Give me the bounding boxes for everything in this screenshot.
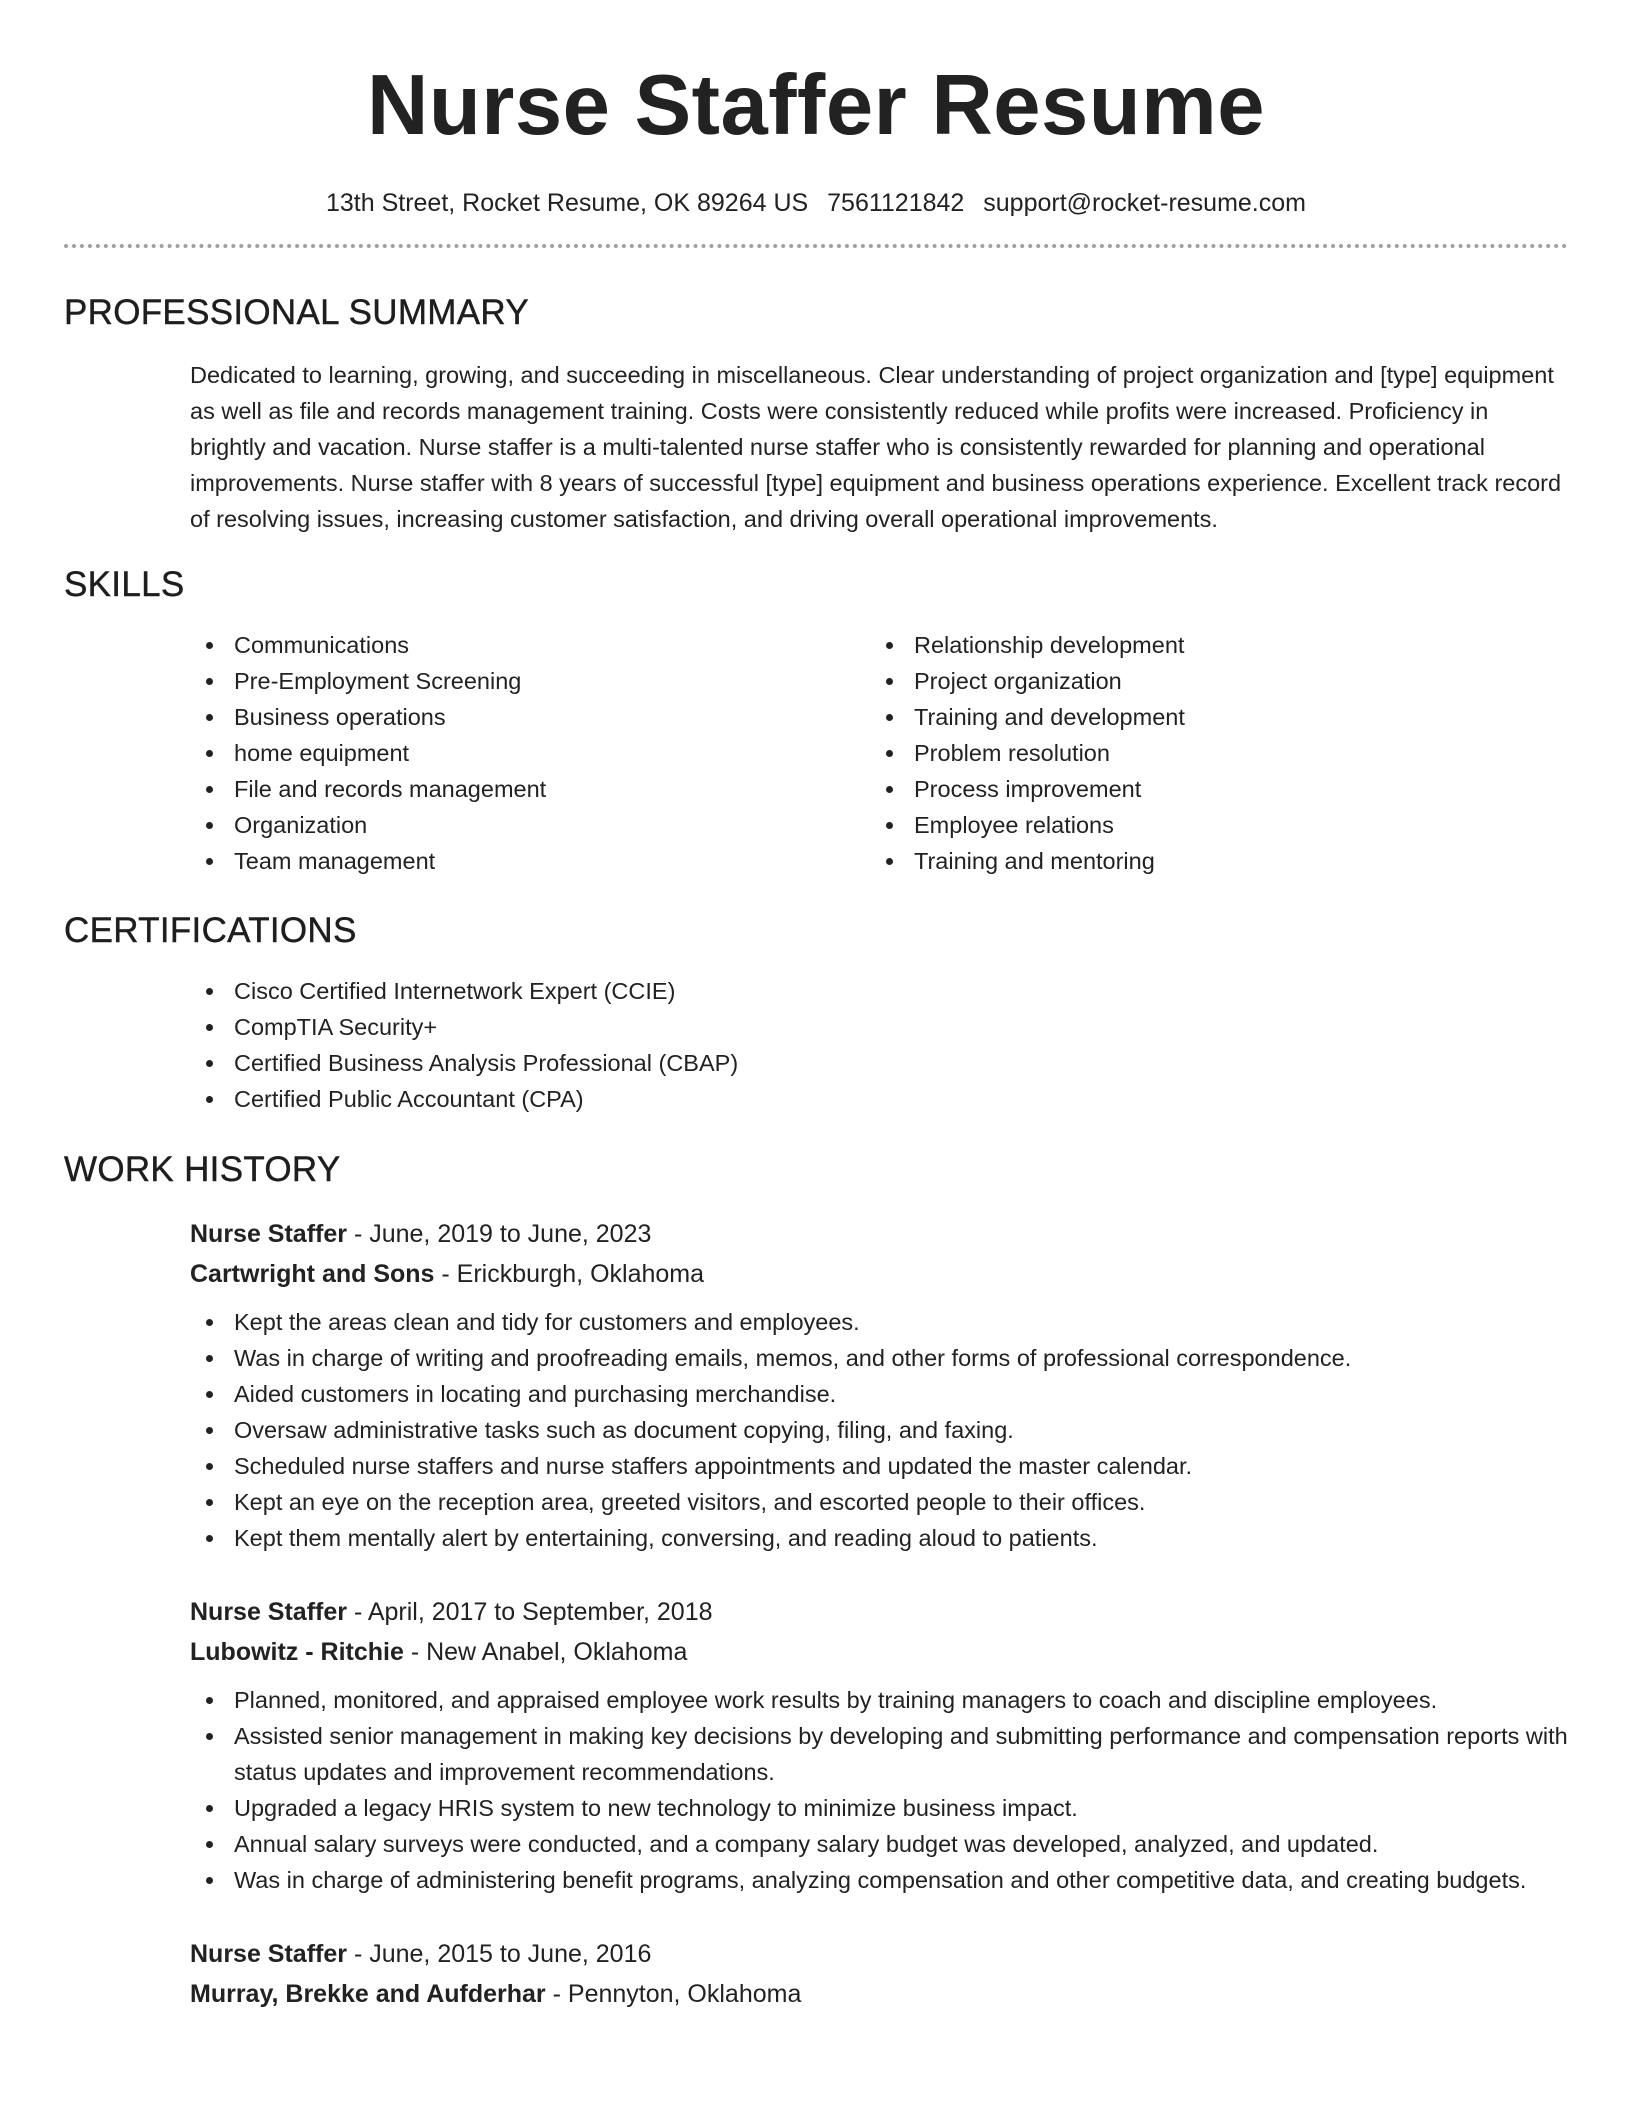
skill-item: home equipment xyxy=(190,735,870,771)
job-dates: - June, 2015 to June, 2016 xyxy=(347,1940,652,1968)
section-professional-summary xyxy=(64,293,1568,537)
certification-item: Certified Business Analysis Professional (CBAP) xyxy=(190,1045,1568,1081)
job-company-line xyxy=(190,1974,1568,2014)
job-role: Nurse Staffer xyxy=(190,1598,347,1626)
summary-text: Dedicated to learning, growing, and succeeding in miscellaneous. Clear understanding of project organization and [type] equipment as well as file and records management training. Costs were consistently reduced while profits were increased. Proficiency in brightly and vacation. Nurse staffer is a multi-talented nurse staffer who is consistently rewarded for planning and operational improvements. Nurse staffer with 8 years of successful [type] equipment and business operations experience. Excellent track record of resolving issues, increasing customer satisfaction, and driving overall operational improvements. xyxy=(190,362,1562,532)
job-entry xyxy=(190,1214,1568,1556)
job-title-line xyxy=(190,1592,1568,1632)
certification-item: CompTIA Security+ xyxy=(190,1009,1568,1045)
contact-phone: 7561121842 xyxy=(827,189,965,217)
skills-list-left xyxy=(190,627,870,879)
job-title-line xyxy=(190,1214,1568,1254)
header-divider xyxy=(64,244,1568,248)
skill-item: Process improvement xyxy=(870,771,1550,807)
skills-grid xyxy=(190,627,1568,879)
job-company: Murray, Brekke and Aufderhar xyxy=(190,1980,546,2008)
job-entry xyxy=(190,1592,1568,1898)
certification-item: Certified Public Accountant (CPA) xyxy=(190,1081,1568,1117)
section-heading: CERTIFICATIONS xyxy=(64,911,357,950)
job-duty-item: Upgraded a legacy HRIS system to new technology to minimize business impact. xyxy=(190,1790,1568,1826)
contact-info xyxy=(64,188,1568,218)
skill-item: Team management xyxy=(190,843,870,879)
job-duty-item: Kept an eye on the reception area, greeted visitors, and escorted people to their offices. xyxy=(190,1484,1568,1520)
section-heading: SKILLS xyxy=(64,565,185,604)
skill-item: Organization xyxy=(190,807,870,843)
skill-item: Training and development xyxy=(870,699,1550,735)
section-skills xyxy=(64,565,1568,879)
job-duty-item: Scheduled nurse staffers and nurse staffers appointments and updated the master calendar. xyxy=(190,1448,1568,1484)
job-duty-item: Was in charge of writing and proofreading emails, memos, and other forms of professional correspondence. xyxy=(190,1340,1568,1376)
job-duties-list xyxy=(190,1682,1568,1898)
jobs-container xyxy=(190,1214,1568,2014)
job-duty-item: Kept them mentally alert by entertaining, conversing, and reading aloud to patients. xyxy=(190,1520,1568,1556)
certifications-list xyxy=(190,973,1568,1117)
job-company-line xyxy=(190,1632,1568,1672)
job-duty-item: Planned, monitored, and appraised employee work results by training managers to coach and discipline employees. xyxy=(190,1682,1568,1718)
job-dates: - April, 2017 to September, 2018 xyxy=(347,1598,713,1626)
job-role: Nurse Staffer xyxy=(190,1940,347,1968)
skill-item: Business operations xyxy=(190,699,870,735)
certification-item: Cisco Certified Internetwork Expert (CCIE) xyxy=(190,973,1568,1009)
resume-page xyxy=(64,0,1568,2014)
skill-item: Pre-Employment Screening xyxy=(190,663,870,699)
contact-email: support@rocket-resume.com xyxy=(983,189,1306,217)
job-duty-item: Was in charge of administering benefit programs, analyzing compensation and other competitive data, and creating budgets. xyxy=(190,1862,1568,1898)
job-location: - Erickburgh, Oklahoma xyxy=(434,1260,705,1288)
section-heading: WORK HISTORY xyxy=(64,1150,341,1189)
job-company: Cartwright and Sons xyxy=(190,1260,435,1288)
job-location: - Pennyton, Oklahoma xyxy=(545,1980,802,2008)
skills-list-right xyxy=(870,627,1550,879)
job-duty-item: Annual salary surveys were conducted, and a company salary budget was developed, analyzed, and updated. xyxy=(190,1826,1568,1862)
job-duty-item: Assisted senior management in making key decisions by developing and submitting performance and compensation reports with status updates and improvement recommendations. xyxy=(190,1718,1568,1790)
job-dates: - June, 2019 to June, 2023 xyxy=(347,1220,652,1248)
job-location: - New Anabel, Oklahoma xyxy=(403,1638,688,1666)
section-certifications xyxy=(64,911,1568,1117)
job-company-line xyxy=(190,1254,1568,1294)
section-heading: PROFESSIONAL SUMMARY xyxy=(64,293,529,332)
job-duty-item: Kept the areas clean and tidy for customers and employees. xyxy=(190,1304,1568,1340)
skill-item: Relationship development xyxy=(870,627,1550,663)
job-entry xyxy=(190,1934,1568,2014)
skill-item: Project organization xyxy=(870,663,1550,699)
job-company: Lubowitz - Ritchie xyxy=(190,1638,404,1666)
job-duty-item: Aided customers in locating and purchasing merchandise. xyxy=(190,1376,1568,1412)
job-title-line xyxy=(190,1934,1568,1974)
skill-item: Communications xyxy=(190,627,870,663)
skill-item: File and records management xyxy=(190,771,870,807)
page-title: Nurse Staffer Resume xyxy=(366,58,1266,153)
skill-item: Employee relations xyxy=(870,807,1550,843)
job-role: Nurse Staffer xyxy=(190,1220,347,1248)
contact-address: 13th Street, Rocket Resume, OK 89264 US xyxy=(325,189,809,217)
skill-item: Problem resolution xyxy=(870,735,1550,771)
job-duty-item: Oversaw administrative tasks such as document copying, filing, and faxing. xyxy=(190,1412,1568,1448)
skill-item: Training and mentoring xyxy=(870,843,1550,879)
job-duties-list xyxy=(190,1304,1568,1556)
section-work-history xyxy=(64,1150,1568,2014)
